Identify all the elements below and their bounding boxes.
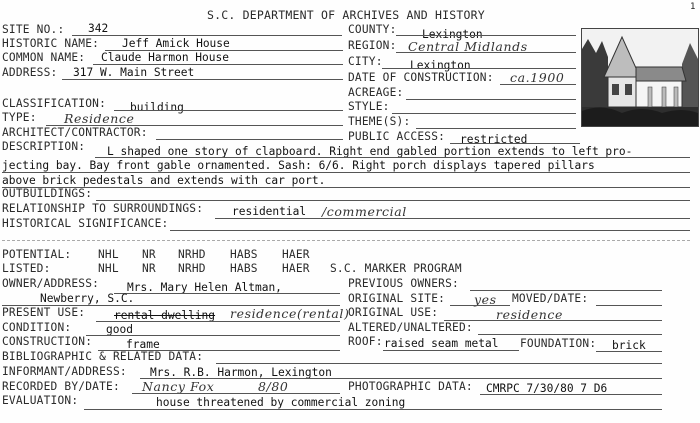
foundation-label: FOUNDATION: — [520, 337, 597, 350]
moved-date-label: MOVED/DATE: — [512, 292, 589, 305]
owner-address-label: OWNER/ADDRESS: — [2, 277, 100, 290]
relationship-label: RELATIONSHIP TO SURROUNDINGS: — [2, 202, 204, 215]
relationship-typed: residential — [232, 205, 307, 218]
description-line-2: jecting bay. Bay front gable ornamented. Sash: 6/6. Right porch displays tapered pillars — [2, 159, 595, 172]
informant-label: INFORMANT/ADDRESS: — [2, 365, 127, 378]
county-value: Lexington — [422, 28, 483, 41]
architect-label: ARCHITECT/CONTRACTOR: — [2, 126, 148, 139]
evaluation-value: house threatened by commercial zoning — [156, 396, 406, 409]
historical-significance-label: HISTORICAL SIGNIFICANCE: — [2, 217, 169, 230]
listed-nrhd: NRHD — [178, 262, 206, 275]
original-site-label: ORIGINAL SITE: — [348, 292, 446, 305]
address-label: ADDRESS: — [2, 66, 58, 79]
photographic-data-value: CMRPC 7/30/80 7 D6 — [486, 382, 608, 395]
common-name-value: Claude Harmon House — [101, 51, 229, 64]
date-construction-label: DATE OF CONSTRUCTION: — [348, 71, 494, 84]
original-use-label: ORIGINAL USE: — [348, 306, 439, 319]
condition-label: CONDITION: — [2, 321, 72, 334]
evaluation-label: EVALUATION: — [2, 394, 79, 407]
classification-label: CLASSIFICATION: — [2, 97, 107, 110]
roof-label: ROOF: — [348, 335, 383, 348]
card-title: S.C. DEPARTMENT OF ARCHIVES AND HISTORY — [207, 8, 485, 22]
recorded-by-handwritten: Nancy Fox — [142, 379, 215, 394]
description-label: DESCRIPTION: — [2, 140, 86, 153]
owner-line-2: Newberry, S.C. — [40, 292, 135, 305]
condition-value: good — [106, 323, 133, 336]
type-handwritten: Residence — [64, 111, 135, 126]
city-value: Lexington — [410, 59, 471, 72]
relationship-handwritten: /commercial — [322, 204, 407, 219]
foundation-value: brick — [612, 339, 646, 352]
classification-value: building — [130, 101, 184, 114]
type-label: TYPE: — [2, 111, 37, 124]
potential-habs: HABS — [230, 248, 258, 261]
region-label: REGION: — [348, 39, 397, 52]
outbuildings-label: OUTBUILDINGS: — [2, 187, 93, 200]
potential-nrhd: NRHD — [178, 248, 206, 261]
description-line-1: L shaped one story of clapboard. Right end gabled portion extends to left pro- — [107, 145, 633, 158]
themes-label: THEME(S): — [348, 115, 411, 128]
historic-name-label: HISTORIC NAME: — [2, 37, 100, 50]
recorded-by-label: RECORDED BY/DATE: — [2, 380, 120, 393]
public-access-value: restricted — [460, 133, 528, 146]
previous-owners-label: PREVIOUS OWNERS: — [348, 277, 459, 290]
present-use-label: PRESENT USE: — [2, 306, 86, 319]
common-name-label: COMMON NAME: — [2, 51, 86, 64]
region-handwritten: Central Midlands — [408, 39, 528, 54]
description-line-3: above brick pedestals and extends with car port. — [2, 174, 326, 187]
photographic-data-label: PHOTOGRAPHIC DATA: — [348, 380, 473, 393]
house-photo — [581, 28, 699, 127]
acreage-label: ACREAGE: — [348, 86, 404, 99]
marker-program-label: S.C. MARKER PROGRAM — [330, 262, 462, 275]
listed-haer: HAER — [282, 262, 310, 275]
site-no-value: 342 — [88, 22, 109, 35]
roof-value: raised seam metal — [384, 337, 499, 350]
potential-label: POTENTIAL: — [2, 248, 72, 261]
bibliographic-label: BIBLIOGRAPHIC & RELATED DATA: — [2, 350, 204, 363]
county-label: COUNTY: — [348, 23, 397, 36]
recorded-date-handwritten: 8/80 — [258, 379, 289, 394]
present-use-struck: rental dwelling — [114, 309, 216, 322]
site-no-label: SITE NO.: — [2, 23, 65, 36]
potential-nr: NR — [142, 248, 156, 261]
historic-name-value: Jeff Amick House — [122, 37, 230, 50]
date-construction-handwritten: ca.1900 — [510, 70, 565, 85]
listed-label: LISTED: — [2, 262, 51, 275]
listed-nr: NR — [142, 262, 156, 275]
construction-value: frame — [126, 338, 160, 351]
informant-value: Mrs. R.B. Harmon, Lexington — [150, 366, 332, 379]
potential-nhl: NHL — [98, 248, 119, 261]
listed-habs: HABS — [230, 262, 258, 275]
address-value: 317 W. Main Street — [73, 66, 195, 79]
city-label: CITY: — [348, 55, 383, 68]
original-site-handwritten: yes — [474, 292, 497, 307]
construction-label: CONSTRUCTION: — [2, 335, 93, 348]
altered-label: ALTERED/UNALTERED: — [348, 321, 473, 334]
potential-haer: HAER — [282, 248, 310, 261]
original-use-handwritten: residence — [496, 307, 564, 322]
listed-nhl: NHL — [98, 262, 119, 275]
corner-mark: 1 — [690, 2, 696, 12]
owner-line-1: Mrs. Mary Helen Altman, — [127, 281, 282, 294]
public-access-label: PUBLIC ACCESS: — [348, 130, 446, 143]
present-use-handwritten: residence(rental) — [230, 306, 350, 321]
style-label: STYLE: — [348, 100, 390, 113]
